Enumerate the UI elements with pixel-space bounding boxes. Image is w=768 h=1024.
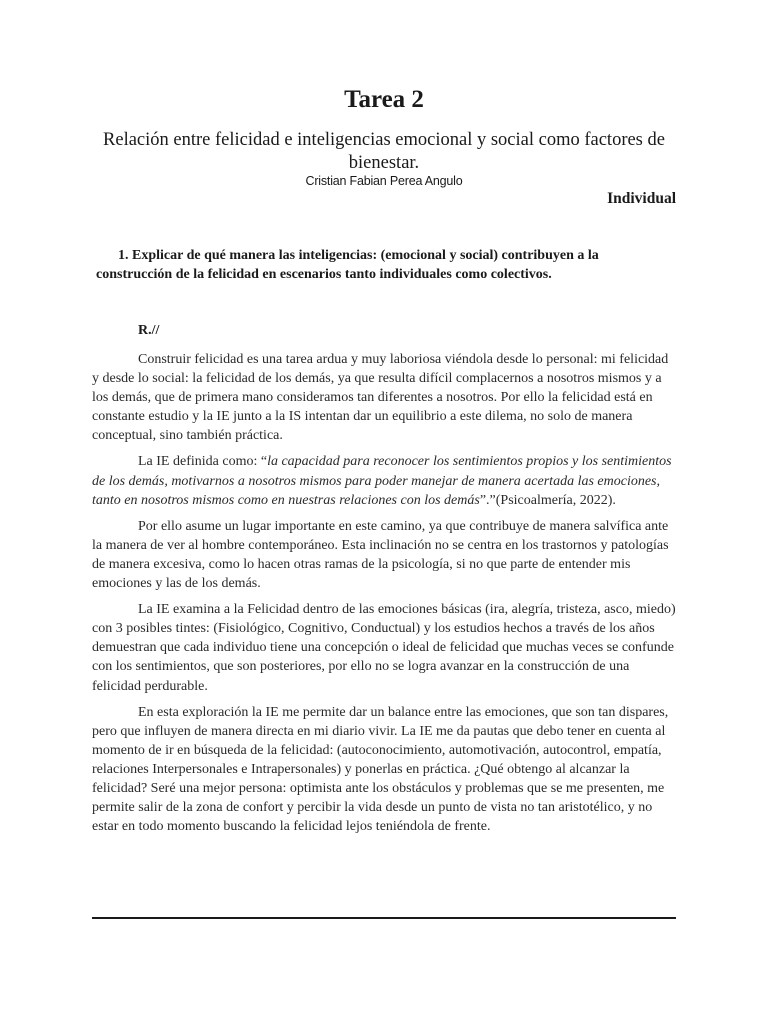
answer-paragraph-2	[92, 452, 676, 509]
assignment-mode: Individual	[607, 190, 676, 207]
quoted-definition: la capacidad para reconocer los sentimientos propios y los sentimientos de los demás, motivarnos a nosotros mismos para poder manejar de manera acertada las emociones, tanto en nosotros mismos como en nuestras relaciones con los demás	[92, 454, 672, 508]
answer-paragraph-3: Por ello asume un lugar importante en este camino, ya que contribuye de manera salvífica ante la manera de ver al hombre contemporáneo. Esta inclinación no se centra en los trastornos y patologías de manera excesiva, como lo hacen otras ramas de la psicología, si no que parte de entender mis emociones y las de los demás.	[92, 518, 669, 592]
document-subtitle: Relación entre felicidad e inteligencias emocional y social como factores de bienestar.	[103, 130, 665, 173]
citation: ”.”(Psicoalmería, 2022).	[479, 492, 616, 508]
answer-paragraph-1: Construir felicidad es una tarea ardua y muy laboriosa viéndola desde lo personal: mi felicidad y desde lo social: la felicidad de los demás, ya que resulta difícil complacernos a nosotros mismos y a los demás, que de primera mano consideramos tan diferentes a nosotros. Por ello la felicidad está en constante estudio y la IE junto a la IS intentan dar un equilibrio a este dilema, no solo de manera conceptual, sino también práctica.	[92, 352, 669, 444]
document-title: Tarea 2	[344, 86, 424, 113]
answer-paragraph-4: La IE examina a la Felicidad dentro de las emociones básicas (ira, alegría, tristeza, asco, miedo) con 3 posibles tintes: (Fisiológico, Cognitivo, Conductual) y los estudios hechos a través de los años demuestran que cada individuo tiene una concepción o ideal de felicidad que muchas veces se confunde con los sentimientos, que son posteriores, por ello no se logra avanzar en la construcción de una felicidad perdurable.	[92, 602, 676, 694]
question-text: 1. Explicar de qué manera las inteligencias: (emocional y social) contribuyen a la construcción de la felicidad en escenarios tanto individuales como colectivos.	[96, 248, 599, 282]
paragraph-2-intro: La IE definida como: “	[138, 454, 268, 470]
answer-body	[92, 350, 676, 843]
answer-paragraph-5: En esta exploración la IE me permite dar un balance entre las emociones, que son tan dispares, pero que influyen de manera directa en mi diario vivir. La IE me da pautas que debo tener en cuenta al momento de ir en búsqueda de la felicidad: (autoconocimiento, automotivación, autocontrol, empatía, relaciones Interpersonales e Intrapersonales) y ponerlas en práctica. ¿Qué obtengo al alcanzar la felicidad? Seré una mejor persona: optimista ante los obstáculos y problemas que se me presenten, me permite salir de la zona de confort y percibir la vida desde un punto de vista no tan aristotélico, y no estar en todo momento buscando la felicidad lejos teniéndola de frente.	[92, 704, 669, 835]
author-name: Cristian Fabian Perea Angulo	[305, 174, 463, 188]
answer-label: R.//	[138, 323, 160, 338]
horizontal-rule	[92, 917, 676, 919]
